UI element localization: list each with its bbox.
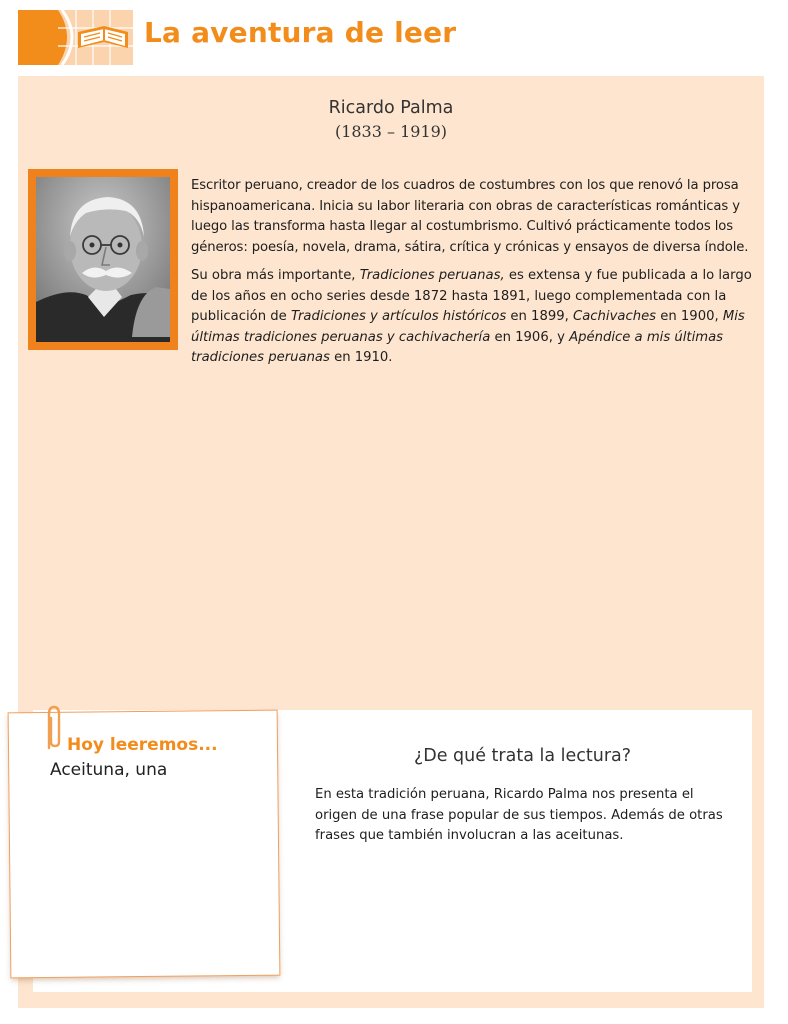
author-portrait — [36, 177, 170, 342]
author-dates: (1833 – 1919) — [334, 122, 448, 141]
bio-text: Su obra más importante, — [191, 268, 360, 283]
header-title: La aventura de leer — [144, 16, 457, 49]
page-header — [0, 0, 788, 70]
reading-summary: En esta tradición peruana, Ricardo Palma nos presenta el origen de una frase popular de sus tiempos. Además de otras frases que también involucran a las aceitunas. — [315, 787, 723, 843]
work-title: Mis últimas tradiciones peruanas y cachivachería — [191, 309, 745, 345]
work-title: Apéndice a mis últimas tradiciones peruanas — [191, 329, 724, 365]
bio-text: en 1900, — [656, 309, 723, 324]
note-label: Hoy leeremos... — [67, 735, 218, 755]
bio-paragraph-2 — [191, 266, 757, 369]
work-title: Cachivaches — [573, 309, 657, 324]
bio-paragraph-1: Escritor peruano, creador de los cuadros de costumbres con los que renovó la prosa hispanoamericana. Inicia su labor literaria con obras de características románticas y luego las transforma hasta llegar al costumbrismo. Cultivó prácticamente todos los géneros: poesía, novela, drama, sátira, crítica y crónicas y ensayos de diversa índole. — [191, 178, 749, 255]
bio-text: es extensa y fue publicada a lo largo de los años en ocho series desde 1872 hasta 1891, luego complementada con la publicación de — [191, 268, 752, 324]
bio-text: en 1906, y — [490, 329, 570, 345]
bio-text: en 1899, — [506, 309, 574, 324]
reading-question-heading: ¿De qué trata la lectura? — [413, 746, 632, 766]
work-title: Tradiciones peruanas, — [359, 268, 505, 283]
author-name: Ricardo Palma — [328, 98, 454, 118]
open-book-icon — [18, 10, 133, 65]
reading-title: Aceituna, una — [50, 760, 168, 780]
paperclip-icon — [42, 704, 64, 752]
work-title: Tradiciones y artículos históricos — [290, 309, 507, 324]
author-biography — [191, 176, 757, 377]
portrait-frame — [28, 169, 178, 350]
bio-text: en 1910. — [329, 350, 393, 365]
